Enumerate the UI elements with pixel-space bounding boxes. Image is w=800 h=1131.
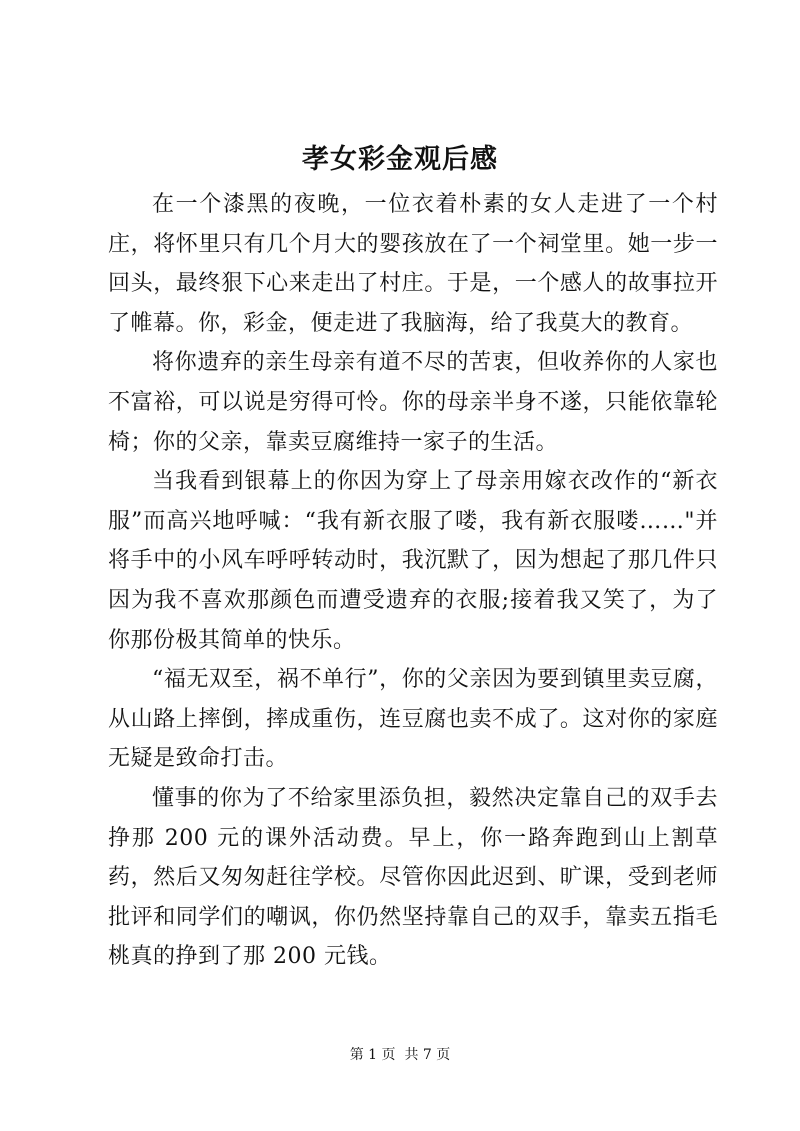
paragraph-5: 懂事的你为了不给家里添负担，毅然决定靠自己的双手去挣那 200 元的课外活动费。早上，你一路奔跑到山上割草药，然后又匆匆赶往学校。尽管你因此迟到、旷课，受到老师批评和同学们的嘲讽，你仍然坚持靠自己的双手，靠卖五指毛桃真的挣到了那 200 元钱。 — [108, 785, 718, 970]
document-title: 孝女彩金观后感 — [302, 144, 498, 175]
paragraph-1: 在一个漆黑的夜晚，一位衣着朴素的女人走进了一个村庄，将怀里只有几个月大的婴孩放在了一个祠堂里。她一步一回头，最终狠下心来走出了村庄。于是，一个感人的故事拉开了帷幕。你，彩金，便走进了我脑海，给了我莫大的教育。 — [108, 192, 718, 336]
document-body — [108, 185, 718, 977]
paragraph-3: 当我看到银幕上的你因为穿上了母亲用嫁衣改作的“新衣服”而高兴地呼喊：“我有新衣服了喽，我有新衣服喽……"并将手中的小风车呼呼转动时，我沉默了，因为想起了那几件只因为我不喜欢那颜色而遭受遗弃的衣服;接着我又笑了，为了你那份极其简单的快乐。 — [108, 469, 718, 653]
page-footer — [0, 1045, 800, 1065]
paragraph-2: 将你遗弃的亲生母亲有道不尽的苦衷，但收养你的人家也不富裕，可以说是穷得可怜。你的母亲半身不遂，只能依靠轮椅；你的父亲，靠卖豆腐维持一家子的生活。 — [108, 350, 718, 455]
page-number-label: 第 1 页 共 7 页 — [349, 1047, 451, 1063]
paragraph-4: “福无双至，祸不单行”，你的父亲因为要到镇里卖豆腐，从山路上摔倒，摔成重伤，连豆腐也卖不成了。这对你的家庭无疑是致命打击。 — [108, 667, 718, 772]
